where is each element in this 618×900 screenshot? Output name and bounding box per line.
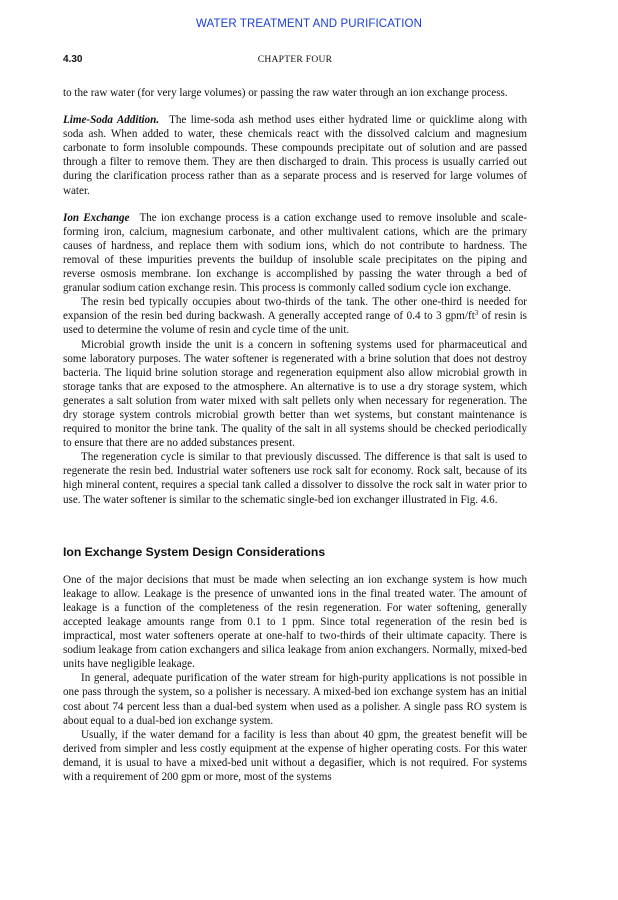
design-paragraph-2: In general, adequate purification of the water stream for high-purity applications is not possible in one pass through the system, so a polisher is necessary. A mixed-bed ion exchange system has an initial cost about 74 percent less than a dual-bed system when used as a polisher. A single pass RO system is about equal to a dual-bed ion exchange system.: [63, 672, 527, 727]
body-text: [63, 86, 527, 784]
design-paragraph-1: One of the major decisions that must be made when selecting an ion exchange system is how much leakage to allow. Leakage is the presence of unwanted ions in the final treated water. The amount of leakage is a function of the completeness of the resin regeneration. For water softening, generally accepted leakage amounts range from 0.1 to 1 ppm. Since total regeneration of the resin bed is impractical, most water softeners operate at one-half to two-thirds of their ultimate capacity. There is sodium leakage from cation exchangers and silica leakage from anion exchangers. Normally, mixed-bed units have negligible leakage.: [63, 573, 527, 671]
microbial-paragraph: Microbial growth inside the unit is a concern in softening systems used for pharmaceutical and some laboratory purposes. The water softener is regenerated with a brine solution that does not destroy bacteria. The liquid brine solution storage and regeneration equipment also allow microbial growth in storage tanks that are exposed to the atmosphere. An alternative is to use a dry storage system, which generates a salt solution from water mixed with salt pellets only when necessary for regeneration. The dry storage system controls microbial growth better than wet systems, but constant maintenance is required to monitor the brine tank. The quality of the salt in all systems should be checked periodically to ensure that there are no added substances present.: [63, 338, 527, 450]
resin-bed-text-before: The resin bed typically occupies about two-thirds of the tank. The other one-third is needed for expansion of the resin bed during backwash. A generally accepted range of 0.4 to 3 gpm/ft: [63, 296, 527, 323]
lime-soda-paragraph: [63, 113, 527, 198]
continued-paragraph: to the raw water (for very large volumes) or passing the raw water through an ion exchange process.: [63, 87, 508, 99]
lime-soda-text: The lime-soda ash method uses either hydrated lime or quicklime along with soda ash. When added to water, these chemicals react with the dissolved calcium and magnesium carbonate to form insoluble compounds. These compounds precipitate out of solution and are passed through a filter to remove them. They are then discharged to drain. This process is usually carried out during the clarification process rather than as a separate process and is reserved for large volumes of water.: [63, 114, 527, 197]
section-heading: Ion Exchange System Design Considerations: [63, 544, 326, 559]
chapter-label: CHAPTER FOUR: [257, 55, 333, 65]
running-head: WATER TREATMENT AND PURIFICATION: [196, 18, 422, 30]
resin-bed-paragraph: [63, 295, 527, 337]
ion-exchange-text: The ion exchange process is a cation exchange used to remove insoluble and scale-forming iron, calcium, magnesium carbonate, and other multivalent cations, which are the primary causes of hardness, and replace them with sodium ions, which do not contribute to hardness. The removal of these impurities prevents the buildup of insoluble scale precipitates on the piping and reverse osmosis membrane. Ion exchange is accomplished by passing the water through a bed of granular sodium cation exchange resin. This process is commonly called sodium cycle ion exchange.: [63, 211, 527, 295]
resin-bed-superscript: 3: [474, 309, 479, 318]
regeneration-paragraph: The regeneration cycle is similar to that previously discussed. The difference is that salt is used to regenerate the resin bed. Industrial water softeners use rock salt for economy. Rock salt, because of its high mineral content, requires a special tank called a dissolver to dissolve the rock salt in water prior to use. The water softener is similar to the schematic single-bed ion exchanger illustrated in Fig. 4.6.: [63, 451, 527, 506]
ion-exchange-run-in-title: Ion Exchange: [63, 211, 130, 224]
lime-soda-run-in-title: Lime-Soda Addition.: [63, 114, 160, 127]
design-paragraph-3: Usually, if the water demand for a facility is less than about 40 gpm, the greatest benefit will be derived from simpler and less costly equipment at the expense of higher operating costs. For this water demand, it is usual to have a mixed-bed unit without a degasifier, which is not required. For systems with a requirement of 200 gpm or more, most of the systems: [63, 728, 527, 784]
page-number: 4.30: [63, 54, 83, 65]
resin-bed-text-after: of resin is used to determine the volume of resin and cycle time of the unit.: [63, 310, 528, 337]
ion-exchange-paragraph: [63, 211, 527, 296]
